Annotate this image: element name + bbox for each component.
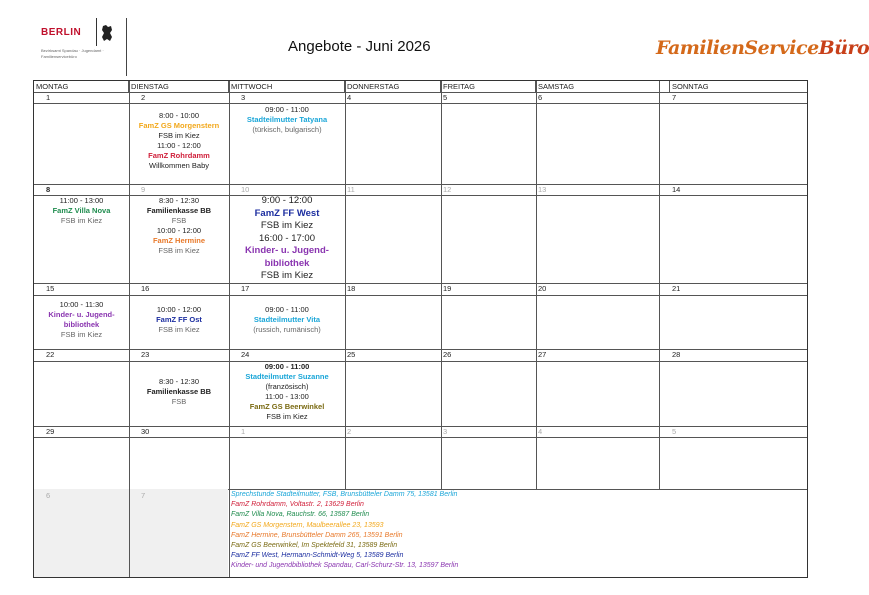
events-w4-tue bbox=[129, 377, 229, 407]
day-number: 5 bbox=[443, 93, 448, 102]
weekday-sunday: SONNTAG bbox=[672, 82, 709, 91]
event-line: FamZ FF Ost bbox=[156, 315, 202, 324]
day-number: 14 bbox=[672, 185, 681, 194]
legend-entry: FamZ Villa Nova, Rauchstr. 66, 13587 Berlin bbox=[231, 511, 370, 519]
day-number: 29 bbox=[46, 427, 55, 436]
event-line: 10:00 - 12:00 bbox=[156, 226, 202, 235]
event-line: FSB im Kiez bbox=[260, 220, 314, 231]
events-w1-wed bbox=[229, 105, 345, 135]
day-number: 18 bbox=[347, 284, 356, 293]
day-number: 2 bbox=[141, 93, 146, 102]
day-number: 3 bbox=[241, 93, 246, 102]
grid-line bbox=[34, 361, 807, 362]
outside-month-block bbox=[34, 489, 228, 577]
event-line: 11:00 - 12:00 bbox=[157, 141, 201, 150]
location-legend bbox=[231, 490, 458, 572]
day-number: 17 bbox=[241, 284, 250, 293]
weekday-wednesday: MITTWOCH bbox=[229, 81, 345, 92]
event-line: bibliothek bbox=[264, 257, 310, 269]
grid-line bbox=[34, 184, 807, 185]
weekday-friday: FREITAG bbox=[441, 81, 536, 92]
event-line: Stadteilmutter Suzanne bbox=[245, 372, 329, 381]
grid-line bbox=[659, 81, 660, 489]
day-number: 26 bbox=[443, 350, 452, 359]
event-line: FSB im Kiez bbox=[266, 412, 308, 421]
day-number: 2 bbox=[347, 427, 352, 436]
event-line: FSB im Kiez bbox=[158, 246, 200, 255]
day-number: 25 bbox=[347, 350, 356, 359]
event-line: (französisch) bbox=[265, 382, 309, 391]
familienservicebuero-logo bbox=[656, 37, 869, 59]
day-number: 8 bbox=[46, 185, 51, 194]
fsb-logo-part-a: FamilienService bbox=[656, 37, 819, 59]
grid-line bbox=[34, 426, 807, 427]
day-number: 4 bbox=[538, 427, 543, 436]
grid-line bbox=[34, 295, 807, 296]
berlin-bear-icon bbox=[100, 24, 114, 42]
day-number: 5 bbox=[672, 427, 677, 436]
event-line: bibliothek bbox=[63, 320, 100, 329]
berlin-logo-separator bbox=[96, 18, 97, 46]
day-number: 6 bbox=[538, 93, 543, 102]
day-number: 13 bbox=[538, 185, 547, 194]
events-w3-mon bbox=[34, 300, 129, 340]
weekday-thursday: DONNERSTAG bbox=[345, 81, 441, 92]
weekday-tuesday: DIENSTAG bbox=[129, 81, 229, 92]
day-number: 24 bbox=[241, 350, 250, 359]
legend-entry: FamZ Hermine, Brunsbütteler Damm 265, 13591 Berlin bbox=[231, 531, 403, 539]
event-line: Familienkasse BB bbox=[146, 206, 212, 215]
event-line: FamZ Villa Nova bbox=[52, 206, 111, 215]
event-line: Kinder- u. Jugend- bbox=[48, 310, 115, 319]
event-line: FSB im Kiez bbox=[158, 131, 200, 140]
event-line: 8:30 - 12:30 bbox=[158, 196, 200, 205]
day-number: 30 bbox=[141, 427, 150, 436]
day-number: 3 bbox=[443, 427, 448, 436]
day-number: 6 bbox=[46, 491, 51, 500]
event-line: 10:00 - 12:00 bbox=[156, 305, 202, 314]
day-number: 21 bbox=[672, 284, 681, 293]
event-line: 16:00 - 17:00 bbox=[259, 232, 315, 244]
event-line: 10:00 - 11:30 bbox=[59, 300, 104, 309]
day-number: 4 bbox=[347, 93, 352, 102]
event-line: FSB bbox=[171, 216, 187, 225]
event-line: (russich, rumänisch) bbox=[253, 325, 321, 334]
event-line: 09:00 - 11:00 bbox=[265, 105, 309, 114]
legend-entry: Sprechstunde Stadteilmutter, FSB, Brunsbütteler Damm 75, 13581 Berlin bbox=[231, 491, 458, 498]
day-number: 7 bbox=[672, 93, 677, 102]
berlin-logo-word: BERLIN bbox=[41, 27, 82, 38]
day-number: 20 bbox=[538, 284, 547, 293]
day-number: 22 bbox=[46, 350, 55, 359]
event-line: FSB im Kiez bbox=[60, 330, 103, 339]
day-number: 16 bbox=[141, 284, 150, 293]
event-line: FSB im Kiez bbox=[60, 216, 103, 225]
grid-line bbox=[34, 92, 807, 93]
events-w4-wed bbox=[229, 362, 345, 422]
event-line: 8:00 - 10:00 bbox=[158, 111, 200, 120]
page-title: Angebote - Juni 2026 bbox=[288, 38, 431, 55]
day-number: 1 bbox=[241, 427, 246, 436]
day-number: 23 bbox=[141, 350, 150, 359]
event-line: FSB bbox=[171, 397, 187, 406]
events-w2-mon bbox=[34, 196, 129, 226]
legend-entry: FamZ Rohrdamm, Voltastr. 2, 13629 Berlin bbox=[231, 501, 364, 509]
event-line: FamZ Rohrdamm bbox=[148, 151, 210, 160]
grid-line bbox=[34, 437, 807, 438]
event-line: 9:00 - 12:00 bbox=[261, 195, 313, 206]
event-line: FSB im Kiez bbox=[158, 325, 200, 334]
events-w3-wed bbox=[229, 305, 345, 335]
day-number: 15 bbox=[46, 284, 55, 293]
day-number: 1 bbox=[46, 93, 51, 102]
day-number: 12 bbox=[443, 185, 452, 194]
berlin-logo-frame bbox=[126, 18, 127, 76]
events-w3-tue bbox=[129, 305, 229, 335]
legend-entry: FamZ GS Beerwinkel, Im Spektefeld 31, 13589 Berlin bbox=[231, 542, 398, 550]
event-line: FamZ GS Beerwinkel bbox=[249, 402, 325, 411]
day-number: 7 bbox=[141, 491, 146, 500]
day-number: 11 bbox=[347, 185, 355, 194]
day-number: 9 bbox=[141, 185, 146, 194]
day-number: 27 bbox=[538, 350, 547, 359]
berlin-logo-subtitle: Bezirksamt Spandau · Jugendamt · Familienservicebüro bbox=[41, 48, 104, 59]
event-line: 09:00 - 11:00 bbox=[265, 305, 309, 314]
grid-line bbox=[34, 103, 807, 104]
event-line: FSB im Kiez bbox=[260, 270, 314, 281]
event-line: Familienkasse BB bbox=[146, 387, 212, 396]
event-line: FamZ GS Morgenstern bbox=[138, 121, 220, 130]
event-line: Stadteilmutter Tatyana bbox=[246, 115, 328, 124]
event-line: 8:30 - 12:30 bbox=[158, 377, 200, 386]
weekday-monday: MONTAG bbox=[34, 81, 129, 92]
event-line: Willkommen Baby bbox=[148, 161, 209, 170]
event-line: Stadteilmutter Vita bbox=[253, 315, 321, 324]
events-w1-tue bbox=[129, 111, 229, 171]
event-line: (türkisch, bulgarisch) bbox=[252, 125, 322, 134]
event-line: FamZ Hermine bbox=[152, 236, 206, 245]
legend-entry: FamZ GS Morgenstern, Maulbeerallee 23, 13593 bbox=[231, 521, 384, 529]
event-line: 11:00 - 13:00 bbox=[265, 392, 309, 401]
legend-entry: FamZ FF West, Hermann-Schmidt-Weg 5, 13589 Berlin bbox=[231, 552, 404, 560]
events-w2-tue bbox=[129, 196, 229, 256]
day-number: 28 bbox=[672, 350, 681, 359]
fsb-logo-part-b: Büro bbox=[818, 37, 869, 59]
legend-entry: Kinder- und Jugendbibliothek Spandau, Carl-Schurz-Str. 13, 13597 Berlin bbox=[231, 562, 459, 570]
event-line: FamZ FF West bbox=[254, 207, 320, 219]
events-w2-wed bbox=[229, 195, 345, 283]
event-line: 09:00 - 11:00 bbox=[264, 362, 310, 371]
event-line: 11:00 - 13:00 bbox=[59, 196, 104, 205]
day-number: 19 bbox=[443, 284, 452, 293]
berlin-logo bbox=[33, 18, 128, 76]
event-line: Kinder- u. Jugend- bbox=[245, 245, 329, 256]
day-number: 10 bbox=[241, 185, 250, 194]
calendar-grid bbox=[33, 80, 808, 578]
weekday-saturday: SAMSTAG bbox=[536, 81, 670, 92]
grid-line bbox=[34, 283, 807, 284]
grid-line bbox=[34, 349, 807, 350]
